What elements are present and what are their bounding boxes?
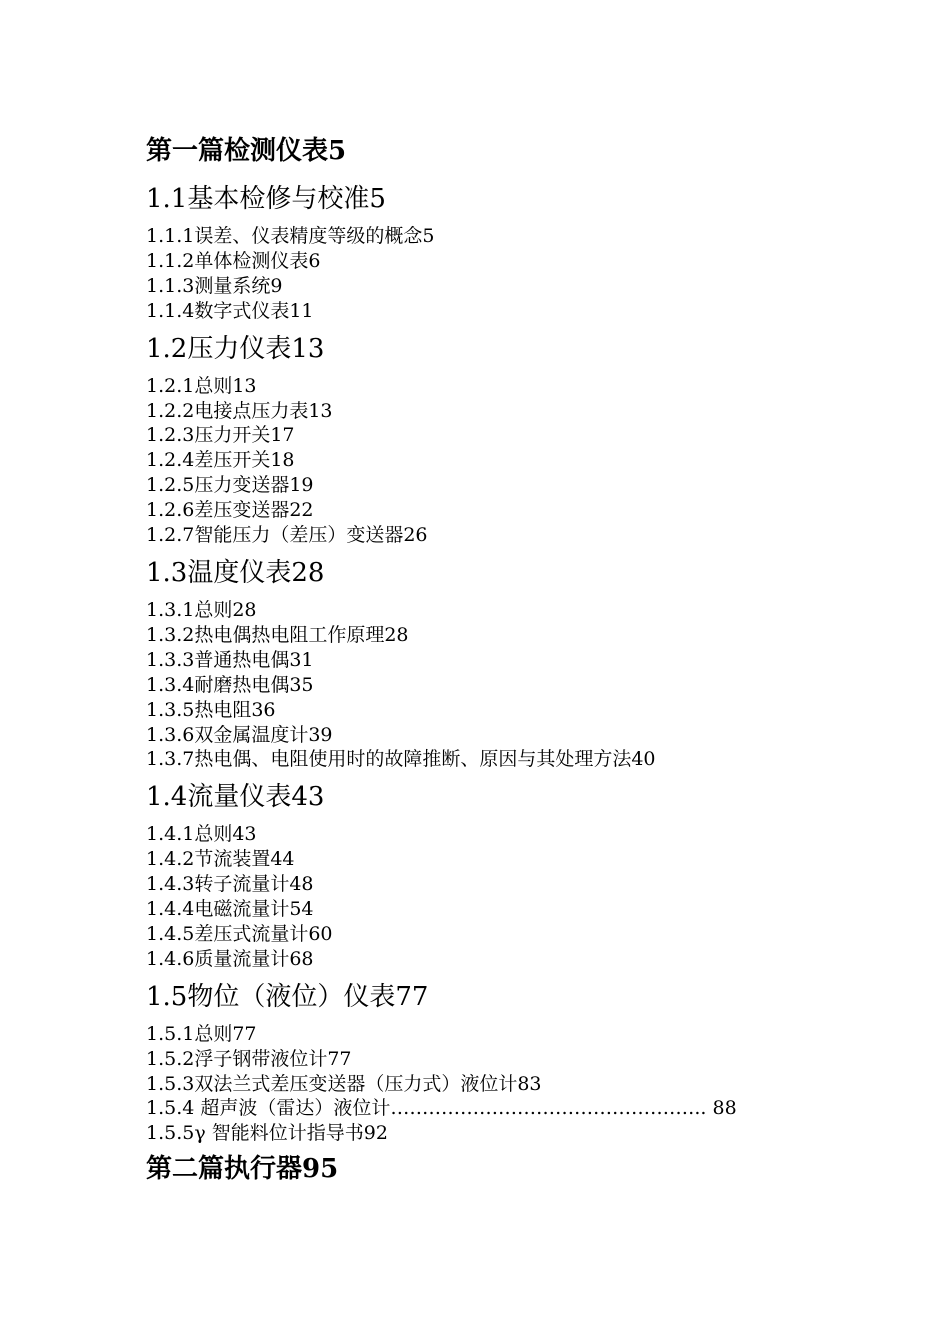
table-of-contents bbox=[146, 128, 826, 1192]
toc-item-1-2-5: 1.2.5压力变送器19 bbox=[146, 474, 314, 497]
section-heading-1-4: 1.4流量仪表43 bbox=[146, 782, 325, 813]
section-heading-1-5: 1.5物位（液位）仪表77 bbox=[146, 981, 429, 1012]
part-heading-1: 第一篇检测仪表5 bbox=[146, 136, 347, 166]
toc-item-1-3-1: 1.3.1总则28 bbox=[146, 598, 257, 621]
toc-item-1-5-2: 1.5.2浮子钢带液位计77 bbox=[146, 1047, 352, 1070]
section-heading-1-1: 1.1基本检修与校准5 bbox=[146, 184, 386, 214]
toc-item-1-5-3: 1.5.3双法兰式差压变送器（压力式）液位计83 bbox=[146, 1072, 542, 1095]
toc-item-1-1-3: 1.1.3测量系统9 bbox=[146, 274, 283, 297]
toc-item-1-4-6: 1.4.6质量流量计68 bbox=[146, 947, 314, 970]
toc-item-1-4-3: 1.4.3转子流量计48 bbox=[146, 873, 314, 896]
toc-item-1-3-6: 1.3.6双金属温度计39 bbox=[146, 723, 333, 746]
toc-item-1-2-7: 1.2.7智能压力（差压）变送器26 bbox=[146, 524, 428, 547]
toc-item-1-2-3: 1.2.3压力开关17 bbox=[146, 424, 295, 447]
toc-item-1-2-6: 1.2.6差压变送器22 bbox=[146, 499, 314, 522]
toc-item-1-4-1: 1.4.1总则43 bbox=[146, 823, 257, 846]
toc-item-1-2-4: 1.2.4差压开关18 bbox=[146, 449, 295, 472]
toc-item-1-2-1: 1.2.1总则13 bbox=[146, 374, 257, 397]
toc-item-1-3-5: 1.3.5热电阻36 bbox=[146, 698, 276, 721]
section-heading-1-2: 1.2压力仪表13 bbox=[146, 333, 325, 364]
toc-item-1-3-4: 1.3.4耐磨热电偶35 bbox=[146, 673, 314, 696]
toc-item-1-1-4: 1.1.4数字式仪表11 bbox=[146, 299, 314, 322]
toc-item-1-3-7: 1.3.7热电偶、电阻使用时的故障推断、原因与其处理方法40 bbox=[146, 748, 656, 771]
toc-item-1-1-2: 1.1.2单体检测仪表6 bbox=[146, 249, 321, 272]
toc-item-1-4-5: 1.4.5差压式流量计60 bbox=[146, 922, 333, 945]
toc-item-1-5-5: 1.5.5γ 智能料位计指导书92 bbox=[146, 1122, 388, 1145]
toc-item-1-2-2: 1.2.2电接点压力表13 bbox=[146, 399, 333, 422]
toc-item-1-4-4: 1.4.4电磁流量计54 bbox=[146, 898, 314, 921]
toc-item-1-4-2: 1.4.2节流装置44 bbox=[146, 848, 295, 871]
part-heading-2: 第二篇执行器95 bbox=[146, 1154, 339, 1185]
toc-item-1-3-2: 1.3.2热电偶热电阻工作原理28 bbox=[146, 623, 409, 646]
toc-item-1-1-1: 1.1.1误差、仪表精度等级的概念5 bbox=[146, 225, 435, 247]
toc-item-1-3-3: 1.3.3普通热电偶31 bbox=[146, 648, 314, 671]
section-heading-1-3: 1.3温度仪表28 bbox=[146, 557, 325, 588]
toc-item-1-5-4: 1.5.4 超声波（雷达）液位计………………………………………….. 88 bbox=[146, 1097, 737, 1120]
toc-item-1-5-1: 1.5.1总则77 bbox=[146, 1022, 257, 1045]
